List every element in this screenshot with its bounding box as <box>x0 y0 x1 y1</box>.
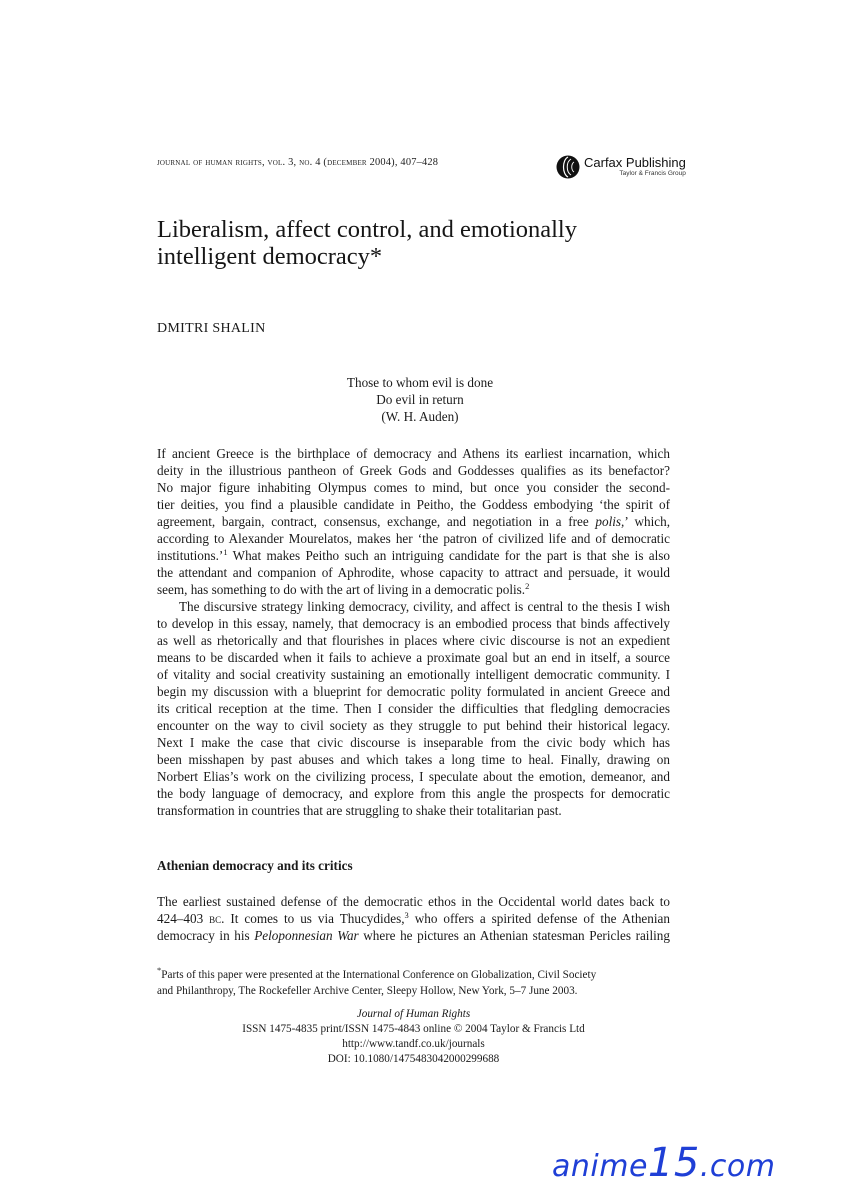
text-line: according to Alexander Mourelatos, makes her ‘the patron of civilized life and of democratic <box>157 531 670 546</box>
title-line-1: Liberalism, affect control, and emotionally <box>157 216 577 243</box>
paragraph-section <box>157 893 670 944</box>
text-line: agreement, bargain, contract, consensus, exchange, and negotiation in a free polis,’ which, <box>157 514 670 529</box>
footnote-line: *Parts of this paper were presented at the International Conference on Globalization, Civil Society <box>157 965 597 981</box>
era-abbrev: bc <box>209 911 222 926</box>
imprint-doi: DOI: 10.1080/1475483042000299688 <box>327 1053 500 1065</box>
text-line: been misshapen by past abuses and which takes a long time to heal. Finally, drawing on <box>157 752 670 767</box>
text-line: begin my discussion with a blueprint for democratic polity formulated in ancient Greece and <box>157 684 670 699</box>
text-line: democracy in his Peloponnesian War where he pictures an Athenian statesman Pericles railing <box>157 928 670 943</box>
footnote <box>157 967 670 999</box>
imprint-journal: Journal of Human Rights <box>356 1008 471 1020</box>
paragraph-thesis <box>157 598 670 819</box>
article-title <box>157 216 677 270</box>
imprint-issn: ISSN 1475-4835 print/ISSN 1475-4843 online © 2004 Taylor & Francis Ltd <box>242 1023 585 1035</box>
watermark: anime15.com <box>552 1140 776 1186</box>
title-line-2: intelligent democracy* <box>157 243 383 270</box>
publisher-name: Carfax Publishing <box>584 155 686 171</box>
text-line: seem, has something to do with the art of living in a democratic polis.$^2$ <box>157 581 530 597</box>
journal-header: journal of human rights, vol. 3, no. 4 (december 2004), 407–428 <box>157 157 439 168</box>
text-line: its critical reception at the time. Then I consider the difficulties that fledgling democracies <box>157 701 670 716</box>
text-line: means to be discarded when it fails to achieve a proximate goal but an end in itself, a source <box>157 650 670 665</box>
text-line: Next I make the case that civic discourse is inseparable from the civic body which has <box>157 735 670 750</box>
text-line: No major figure inhabiting Olympus comes to mind, but once you consider the second- <box>157 480 670 495</box>
text-line: the attendant and companion of Aphrodite, whose capacity to attract and persuade, it would <box>157 565 670 580</box>
publisher-logo <box>556 154 686 180</box>
footnote-line: and Philanthropy, The Rockefeller Archive Center, Sleepy Hollow, New York, 5–7 June 2003. <box>157 985 578 997</box>
text-line: If ancient Greece is the birthplace of democracy and Athens its earliest incarnation, which <box>157 446 670 461</box>
italic-title: Peloponnesian War <box>254 928 359 943</box>
footnote-marker: * <box>157 965 162 975</box>
footnote-ref-2[interactable]: 2 <box>525 581 530 591</box>
text-line: transformation in countries that are struggling to shake their totalitarian past. <box>157 803 562 818</box>
epigraph-line-2: Do evil in return <box>376 392 464 407</box>
text-line: The earliest sustained defense of the democratic ethos in the Occidental world dates back to <box>157 894 670 909</box>
text-line: encounter on the way to civil society as they struggle to put behind their historical legacy. <box>157 718 670 733</box>
text-line: institutions.’$^1$ What makes Peitho such an intriguing candidate for the part is that she is also <box>157 547 670 563</box>
italic-term: polis, <box>595 514 625 529</box>
text-line: tier deities, you find a plausible candidate in Peitho, the Goddess embodying ‘the spirit of <box>157 497 670 512</box>
imprint <box>157 1007 670 1067</box>
text-line: 424–403 bc. It comes to us via Thucydides,$^3$ who offers a spirited defense of the Athenian <box>157 910 670 926</box>
paragraph-intro <box>157 445 670 598</box>
text-line: as well as rhetorically and that flourishes in places where civic discourse is not an expedient <box>157 633 670 648</box>
epigraph-line-1: Those to whom evil is done <box>346 375 494 390</box>
text-line: deity in the illustrious pantheon of Greek Gods and Goddesses qualifies as its benefactor? <box>157 463 670 478</box>
publisher-group: Taylor & Francis Group <box>619 170 686 178</box>
footnote-ref-1[interactable]: 1 <box>223 547 228 557</box>
text-line: the body language of democracy, and explore from this angle the prospects for democratic <box>157 786 670 801</box>
carfax-logo-icon <box>556 154 580 180</box>
text-line: Norbert Elias’s work on the civilizing process, I speculate about the emotion, demeanor, and <box>157 769 670 784</box>
text-line: of vitality and social creativity sustaining an emotionally intelligent democratic community. I <box>157 667 670 682</box>
footnote-ref-3[interactable]: 3 <box>404 910 409 920</box>
imprint-url[interactable]: http://www.tandf.co.uk/journals <box>342 1038 485 1050</box>
author-name: DMITRI SHALIN <box>157 321 266 336</box>
epigraph-attribution: (W. H. Auden) <box>381 409 459 424</box>
epigraph <box>300 374 540 425</box>
text-line: to develop in this essay, namely, that democracy is an embodied process that binds affectively <box>157 616 670 631</box>
section-heading: Athenian democracy and its critics <box>157 858 353 873</box>
text-line: The discursive strategy linking democracy, civility, and affect is central to the thesis I wish <box>179 599 670 614</box>
